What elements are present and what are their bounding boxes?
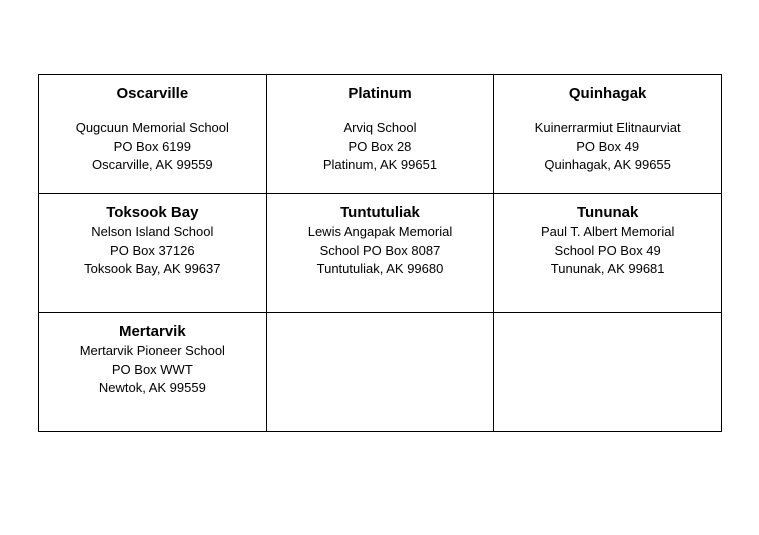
city-state-zip: Newtok, AK 99559 bbox=[98, 380, 206, 395]
po-box: PO Box 49 bbox=[576, 138, 640, 154]
school-name: Mertarvik Pioneer School bbox=[79, 343, 225, 358]
town-name: Tuntutuliak bbox=[340, 204, 420, 221]
city-state-zip: Toksook Bay, AK 99637 bbox=[84, 261, 221, 276]
table-cell bbox=[39, 194, 267, 313]
town-name: Tununak bbox=[576, 204, 639, 221]
empty-cell bbox=[494, 313, 722, 432]
school-address-table bbox=[38, 74, 722, 432]
table-row bbox=[39, 75, 722, 194]
table-cell bbox=[39, 75, 267, 194]
town-name: Toksook Bay bbox=[106, 204, 199, 221]
address-block bbox=[494, 194, 721, 279]
school-name: Lewis Angapak Memorial bbox=[307, 224, 453, 239]
address-block bbox=[39, 313, 266, 398]
town-name: Quinhagak bbox=[568, 85, 647, 102]
town-name: Mertarvik bbox=[118, 323, 186, 340]
address-block bbox=[267, 194, 494, 279]
table-cell bbox=[39, 313, 267, 432]
table-cell bbox=[494, 75, 722, 194]
empty-cell bbox=[266, 313, 494, 432]
po-box: PO Box 6199 bbox=[113, 138, 191, 154]
town-name: Oscarville bbox=[116, 85, 189, 102]
po-box: PO Box WWT bbox=[111, 361, 193, 377]
po-box: PO Box 37126 bbox=[110, 242, 195, 258]
table-cell bbox=[266, 194, 494, 313]
city-state-zip: Tuntutuliak, AK 99680 bbox=[316, 261, 444, 276]
school-name: Qugcuun Memorial School bbox=[75, 120, 229, 135]
table-cell bbox=[494, 194, 722, 313]
city-state-zip: Quinhagak, AK 99655 bbox=[544, 157, 671, 172]
town-name: Platinum bbox=[348, 85, 412, 102]
address-block bbox=[494, 75, 721, 175]
school-name: Paul T. Albert Memorial bbox=[540, 224, 675, 239]
address-block bbox=[267, 75, 494, 175]
table-row bbox=[39, 194, 722, 313]
school-name: Kuinerrarmiut Elitnaurviat bbox=[534, 120, 681, 135]
address-block bbox=[39, 75, 266, 175]
po-box: School PO Box 8087 bbox=[319, 242, 441, 258]
city-state-zip: Platinum, AK 99651 bbox=[322, 157, 438, 172]
table-cell bbox=[266, 75, 494, 194]
po-box: School PO Box 49 bbox=[554, 242, 661, 258]
address-block bbox=[39, 194, 266, 279]
table-row bbox=[39, 313, 722, 432]
po-box: PO Box 28 bbox=[348, 138, 412, 154]
school-name: Nelson Island School bbox=[91, 224, 214, 239]
city-state-zip: Oscarville, AK 99559 bbox=[91, 157, 213, 172]
school-name: Arviq School bbox=[343, 120, 417, 135]
city-state-zip: Tununak, AK 99681 bbox=[550, 261, 665, 276]
